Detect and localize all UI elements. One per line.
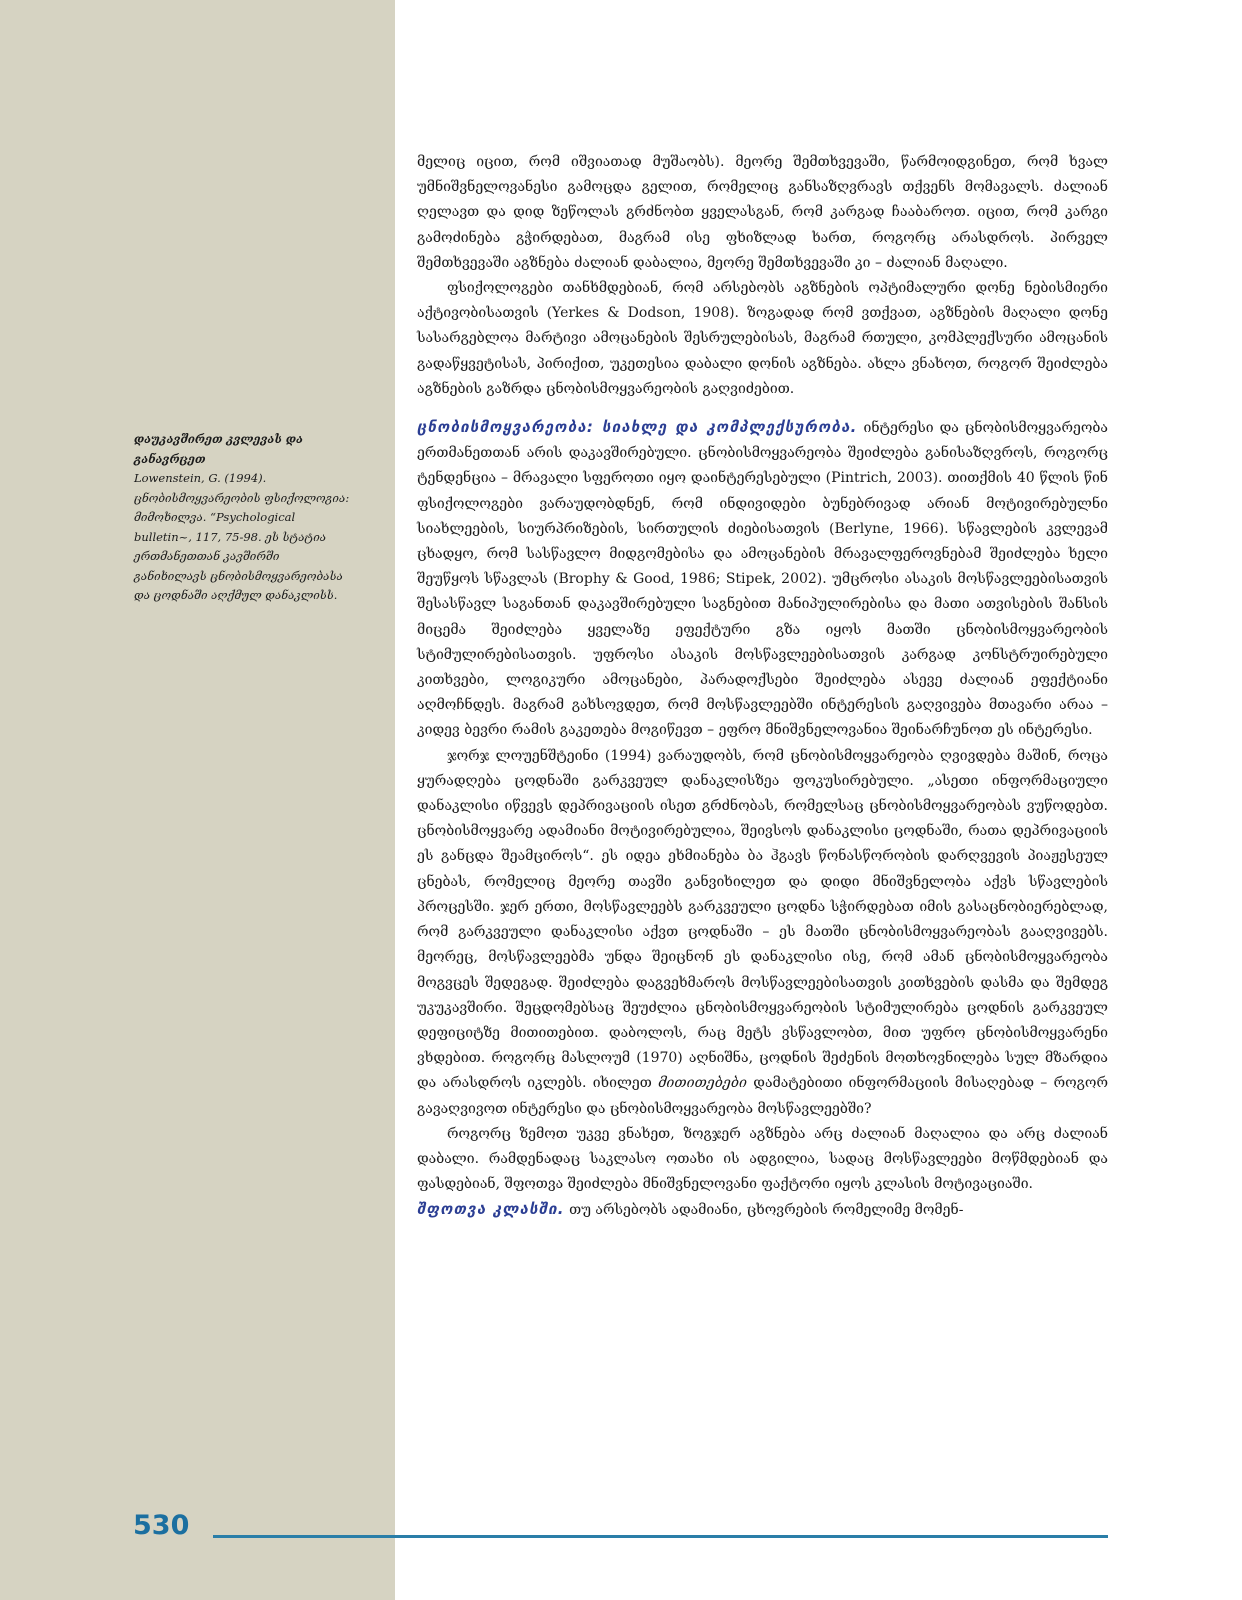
section-heading: ცნობისმოყვარეობა: სიახლე და კომპლექსურობა. xyxy=(417,418,858,437)
main-text xyxy=(417,150,1108,1224)
paragraph-text: ინტერესი და ცნობისმოყვარეობა ერთმანეთთან არის დაკავშირებული. ცნობისმოყვარეობა შეიძლება განისაზღვროს, როგორც ტენდენცია – მრავალი სფეროთი იყო დაინტერესებული (Pintrich, 2003). თითქმის 40 წლის წინ ფსიქოლოგები ვარაუდობდნენ, რომ ინდივიდები ბუნებრივად არიან მოტივირებულნი სიახლეების, სიურპრიზების, სირთულის ძიებისათვის (Berlyne, 1966). სწავლების კვლევამ ცხადყო, რომ სასწავლო მიდგომებისა და ამოცანების მრავალფეროვნებამ შეიძლება ხელი შეუწყოს სწავლას (Brophy & Good, 1986; Stipek, 2002). უმცროსი ასაკის მოსწავლეებისათვის შესასწავლ საგანთან დაკავშირებული საგნებით მანიპულირებისა და მათი ათვისების შანსის მიცემა შეიძლება ყველაზე ეფექტური გზა იყოს მათში ცნობისმოყვარეობის სტიმულირებისათვის. უფროსი ასაკის მოსწავლეებისათვის კარგად კონსტრუირებული კითხვები, ლოგიკური ამოცანები, პარადოქსები შეიძლება ასევე ძალიან ეფექტიანი აღმოჩნდეს. მაგრამ გახსოვდეთ, რომ მოსწავლეებში ინტერესის გაღვივება მთავარი არაა – კიდევ ბევრი რამის გაკეთება მოგიწევთ – ეფრო მნიშვნელოვანია შეინარჩუნოთ ეს ინტერესი. xyxy=(417,420,1108,739)
margin-band xyxy=(0,0,395,1600)
page-number: 530 xyxy=(133,1510,190,1541)
paragraph-text: თუ არსებობს ადამიანი, ცხოვრების რომელიმე მომენ- xyxy=(569,1202,964,1219)
paragraph: ფსიქოლოგები თანხმდებიან, რომ არსებობს აგზნების ოპტიმალური დონე ნებისმიერი აქტივობისათვის (Yerkes & Dodson, 1908). ზოგადად რომ ვთქვათ, აგზნების მაღალი დონე სასარგებლოა მარტივი ამოცანების შესრულებისას, მაგრამ რთული, კომპლექსური ამოცანის გადაწყვეტისას, პირიქით, უკეთესია დაბალი დონის აგზნება. ახლა ვნახოთ, როგორ შეიძლება აგზნების გაზრდა ცნობისმოყვარეობის გაღვიძებით. xyxy=(417,280,1108,397)
sidenote-body: Lowenstein, G. (1994). ცნობისმოყვარეობის ფსიქოლოგია: მიმოხილვა. “Psychological bulletin~, 117, 75-98. ეს სტატია ერთმანეთთან კავშირში განიხილავს ცნობისმოყვარეობასა და ცოდნაში აღქმულ დანაკლისს. xyxy=(134,471,350,602)
sidenote xyxy=(134,430,354,606)
sidenote-heading: დაუკავშირეთ კვლევას და განავრცეთ xyxy=(134,432,303,466)
paragraph-text: ჯორჯ ლოუენშტეინი (1994) ვარაუდობს, რომ ცნობისმოყვარეობა ღვივდება მაშინ, როცა ყურადღება ცოდნაში გარკვეულ დანაკლისზეა ფოკუსირებული. „ასეთი ინფორმაციული დანაკლისი იწვევს დეპრივაციის ისეთ გრძნობას, რომელსაც ცნობისმოყვარეობას ვუწოდებთ. ცნობისმოყვარე ადამიანი მოტივირებულია, შეივსოს დანაკლისი ცოდნაში, რათა დეპრივაციის ეს განცდა შეამციროს“. ეს იდეა ეხმიანება ბა ჰგავს წონასწორობის დარღვევის პიაჟესეულ ცნებას, რომელიც მეორე თავში განვიხილეთ და დიდი მნიშვნელობა აქვს სწავლების პროცესში. ჯერ ერთი, მოსწავლეებს გარკვეული ცოდნა სჭირდებათ იმის გასაცნობიერებლად, რომ გარკვეული დანაკლისი აქვთ ცოდნაში – ეს მათში ცნობისმოყვარეობას გააღვივებს. მეორეც, მოსწავლეებმა უნდა შეიცნონ ეს დანაკლისი ისე, რომ ამან ცნობისმოყვარეობა მოგვცეს შედეგად. შეიძლება დაგვეხმაროს მოსწავლეებისათვის კითხვების დასმა და შემდეგ უკუკავშირი. შეცდომებსაც შეუძლია ცნობისმოყვარეობის სტიმულირება ცოდნის გარკვეულ დეფიციტზე მითითებით. დაბოლოს, რაც მეტს ვსწავლობთ, მით უფრო ცნობისმოყვარენი ვხდებით. როგორც მასლოუმ (1970) აღნიშნა, ცოდნის შეძენის მოთხოვნილება სულ მზარდია და არასდროს იკლებს. იხილეთ xyxy=(417,747,1108,1092)
section-heading: შფოთვა კლასში. xyxy=(417,1200,565,1219)
paragraph-text: დამატებითი ინფორმაციის მისაღებად – როგორ გავაღვივოთ ინტერესი და ცნობისმოყვარეობა მოსწავლეებში? xyxy=(417,1075,1109,1117)
paragraph xyxy=(417,1197,1108,1223)
footer-rule xyxy=(213,1535,1108,1538)
emphasis: მითითებები xyxy=(658,1075,747,1092)
paragraph: მელიც იცით, რომ იშვიათად მუშაობს). მეორე შემთხვევაში, წარმოიდგინეთ, რომ ხვალ უმნიშვნელოვანესი გამოცდა გელით, რომელიც განსაზღვრავს თქვენს მომავალს. ძალიან ღელავთ და დიდ ზეწოლას გრძნობთ ყველასგან, რომ კარგად ჩააბაროთ. იცით, რომ კარგი გამოძინება გჭირდებათ, მაგრამ ისე ფხიზლად ხართ, როგორც არასდროს. პირველ შემთხვევაში აგზნება ძალიან დაბალია, მეორე შემთხვევაში კი – ძალიან მაღალი. xyxy=(417,154,1108,271)
paragraph xyxy=(417,415,1108,744)
paragraph: როგორც ზემოთ უკვე ვნახეთ, ზოგჯერ აგზნება არც ძალიან მაღალია და არც ძალიან დაბალი. რამდენადაც საკლასო ოთახი ის ადგილია, სადაც მოსწავლეები მოწმდებიან და ფასდებიან, შფოთვა შეიძლება მნიშვნელოვანი ფაქტორი იყოს კლასის მოტივაციაში. xyxy=(417,1125,1108,1193)
paragraph xyxy=(417,744,1108,1122)
